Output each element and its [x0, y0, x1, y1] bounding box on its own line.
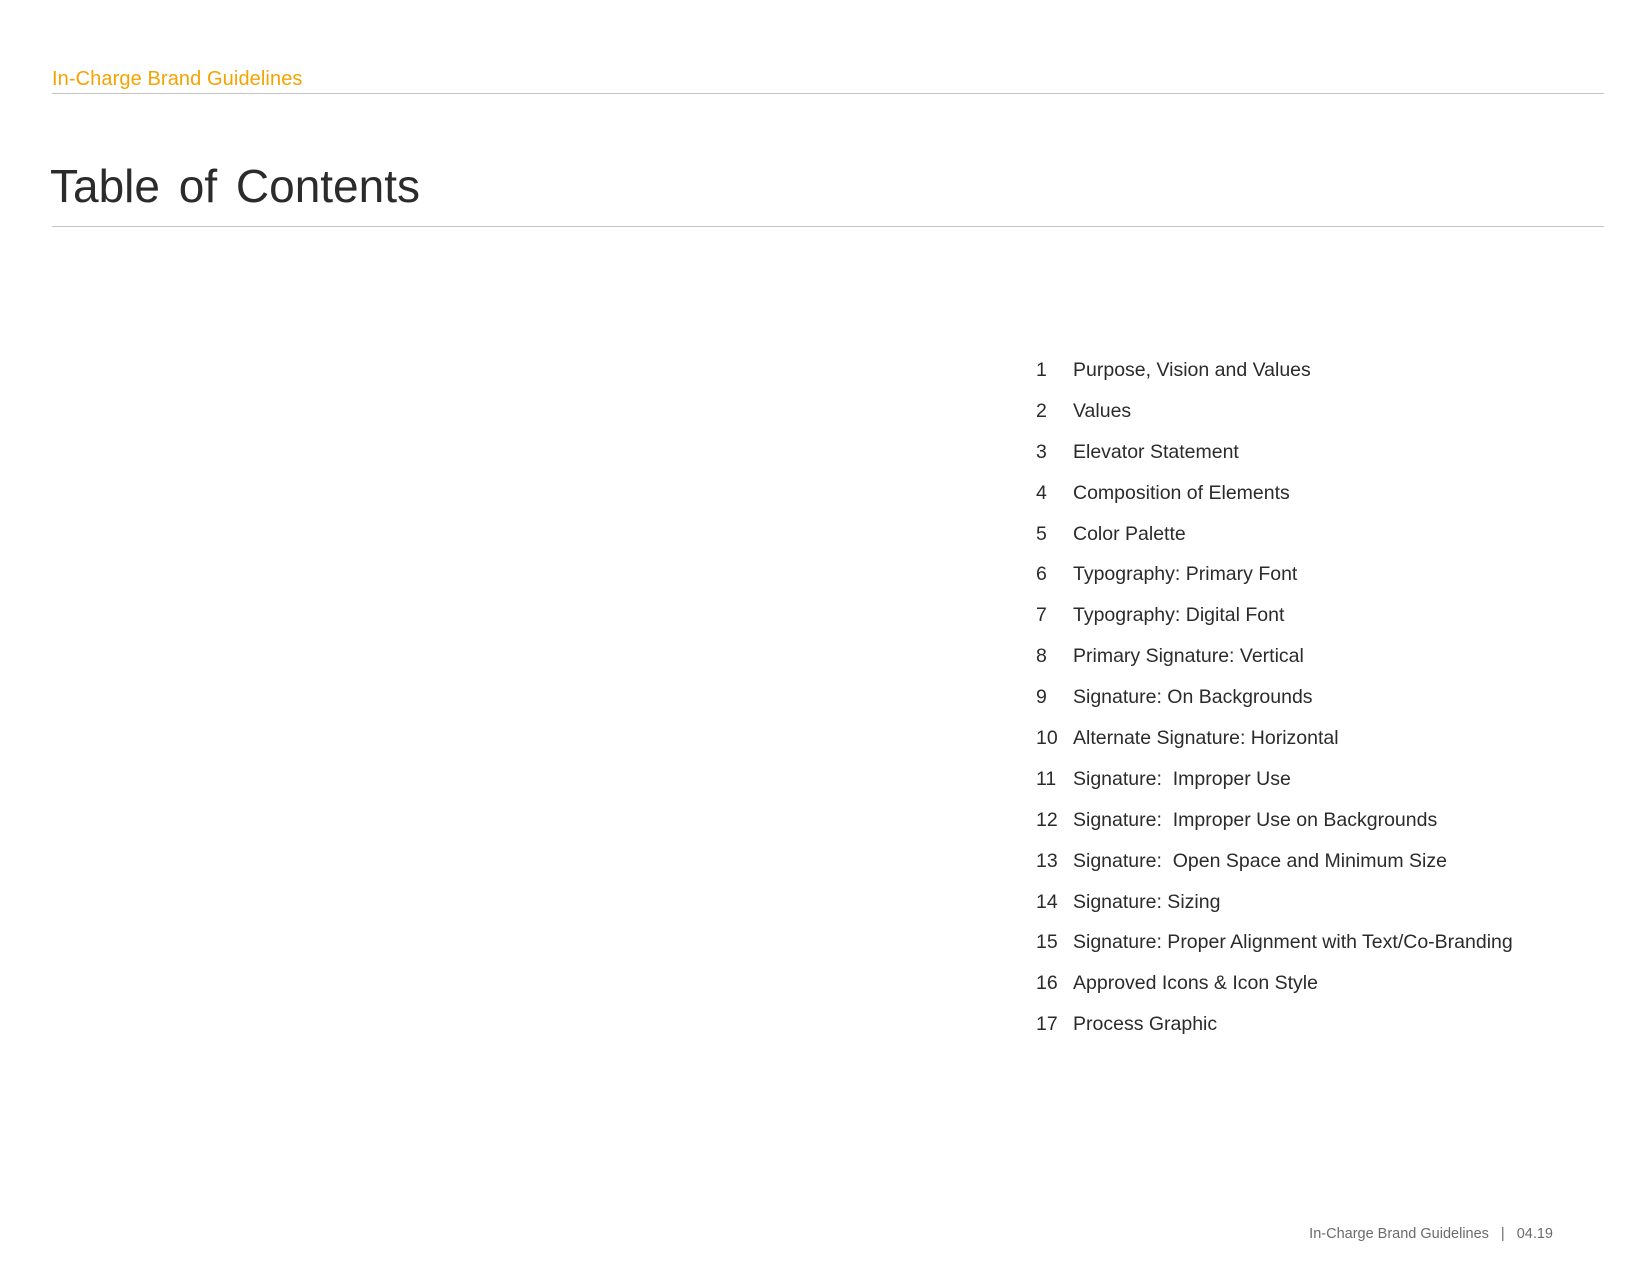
- toc-item-number: 6: [1036, 563, 1047, 586]
- toc-item-17[interactable]: [1036, 1009, 1596, 1050]
- toc-item-label: Signature: Proper Alignment with Text/Co-Branding: [1073, 931, 1513, 954]
- toc-item-label: Typography: Primary Font: [1073, 563, 1298, 586]
- toc-item-3[interactable]: [1036, 437, 1596, 478]
- toc-item-15[interactable]: [1036, 927, 1596, 968]
- toc-item-number: 7: [1036, 604, 1047, 627]
- toc-item-4[interactable]: [1036, 478, 1596, 519]
- toc-item-number: 14: [1036, 890, 1058, 913]
- toc-item-number: 9: [1036, 686, 1047, 709]
- toc-item-number: 3: [1036, 440, 1047, 463]
- toc-item-label: Values: [1073, 399, 1132, 422]
- table-of-contents: [1036, 355, 1596, 1050]
- toc-item-label: Primary Signature: Vertical: [1073, 645, 1304, 668]
- toc-item-label: Signature: Improper Use: [1073, 767, 1291, 790]
- toc-item-number: 8: [1036, 645, 1047, 668]
- toc-item-7[interactable]: [1036, 600, 1596, 641]
- toc-item-label: Process Graphic: [1073, 1013, 1218, 1036]
- toc-item-9[interactable]: [1036, 682, 1596, 723]
- toc-item-label: Composition of Elements: [1073, 481, 1290, 504]
- toc-item-8[interactable]: [1036, 641, 1596, 682]
- toc-item-number: 16: [1036, 972, 1058, 995]
- toc-item-10[interactable]: [1036, 723, 1596, 764]
- title-divider: [52, 226, 1604, 227]
- toc-item-label: Alternate Signature: Horizontal: [1073, 727, 1339, 750]
- toc-item-label: Typography: Digital Font: [1073, 604, 1285, 627]
- toc-item-label: Purpose, Vision and Values: [1073, 359, 1311, 381]
- toc-item-number: 5: [1036, 522, 1047, 545]
- footer-brand: In-Charge Brand Guidelines: [1309, 1226, 1489, 1242]
- toc-item-label: Signature: Sizing: [1073, 890, 1221, 913]
- toc-item-2[interactable]: [1036, 396, 1596, 437]
- toc-item-label: Approved Icons & Icon Style: [1073, 972, 1318, 995]
- toc-item-number: 15: [1036, 931, 1058, 954]
- footer-date: 04.19: [1516, 1226, 1553, 1242]
- toc-item-number: 1: [1036, 359, 1047, 381]
- toc-item-11[interactable]: [1036, 764, 1596, 805]
- toc-item-number: 10: [1036, 727, 1058, 750]
- toc-item-label: Color Palette: [1073, 522, 1186, 545]
- toc-item-6[interactable]: [1036, 559, 1596, 600]
- toc-item-13[interactable]: [1036, 846, 1596, 887]
- toc-item-number: 2: [1036, 399, 1047, 422]
- toc-item-label: Elevator Statement: [1073, 440, 1239, 463]
- toc-item-number: 12: [1036, 808, 1058, 831]
- toc-item-label: Signature: Open Space and Minimum Size: [1073, 849, 1447, 872]
- toc-item-1[interactable]: [1036, 355, 1596, 396]
- toc-item-label: Signature: On Backgrounds: [1073, 686, 1313, 709]
- page-title: Table of Contents: [50, 160, 421, 212]
- toc-item-14[interactable]: [1036, 887, 1596, 928]
- footer-separator: |: [1500, 1226, 1505, 1242]
- toc-item-16[interactable]: [1036, 968, 1596, 1009]
- page-footer: [1309, 1226, 1553, 1242]
- toc-item-12[interactable]: [1036, 805, 1596, 846]
- toc-item-number: 13: [1036, 849, 1058, 872]
- header-divider: [52, 93, 1604, 94]
- toc-item-number: 17: [1036, 1013, 1058, 1036]
- header-brand-title: In-Charge Brand Guidelines: [52, 68, 303, 90]
- toc-item-number: 11: [1036, 767, 1057, 790]
- toc-item-5[interactable]: [1036, 519, 1596, 560]
- toc-item-number: 4: [1036, 481, 1047, 504]
- toc-item-label: Signature: Improper Use on Backgrounds: [1073, 808, 1438, 831]
